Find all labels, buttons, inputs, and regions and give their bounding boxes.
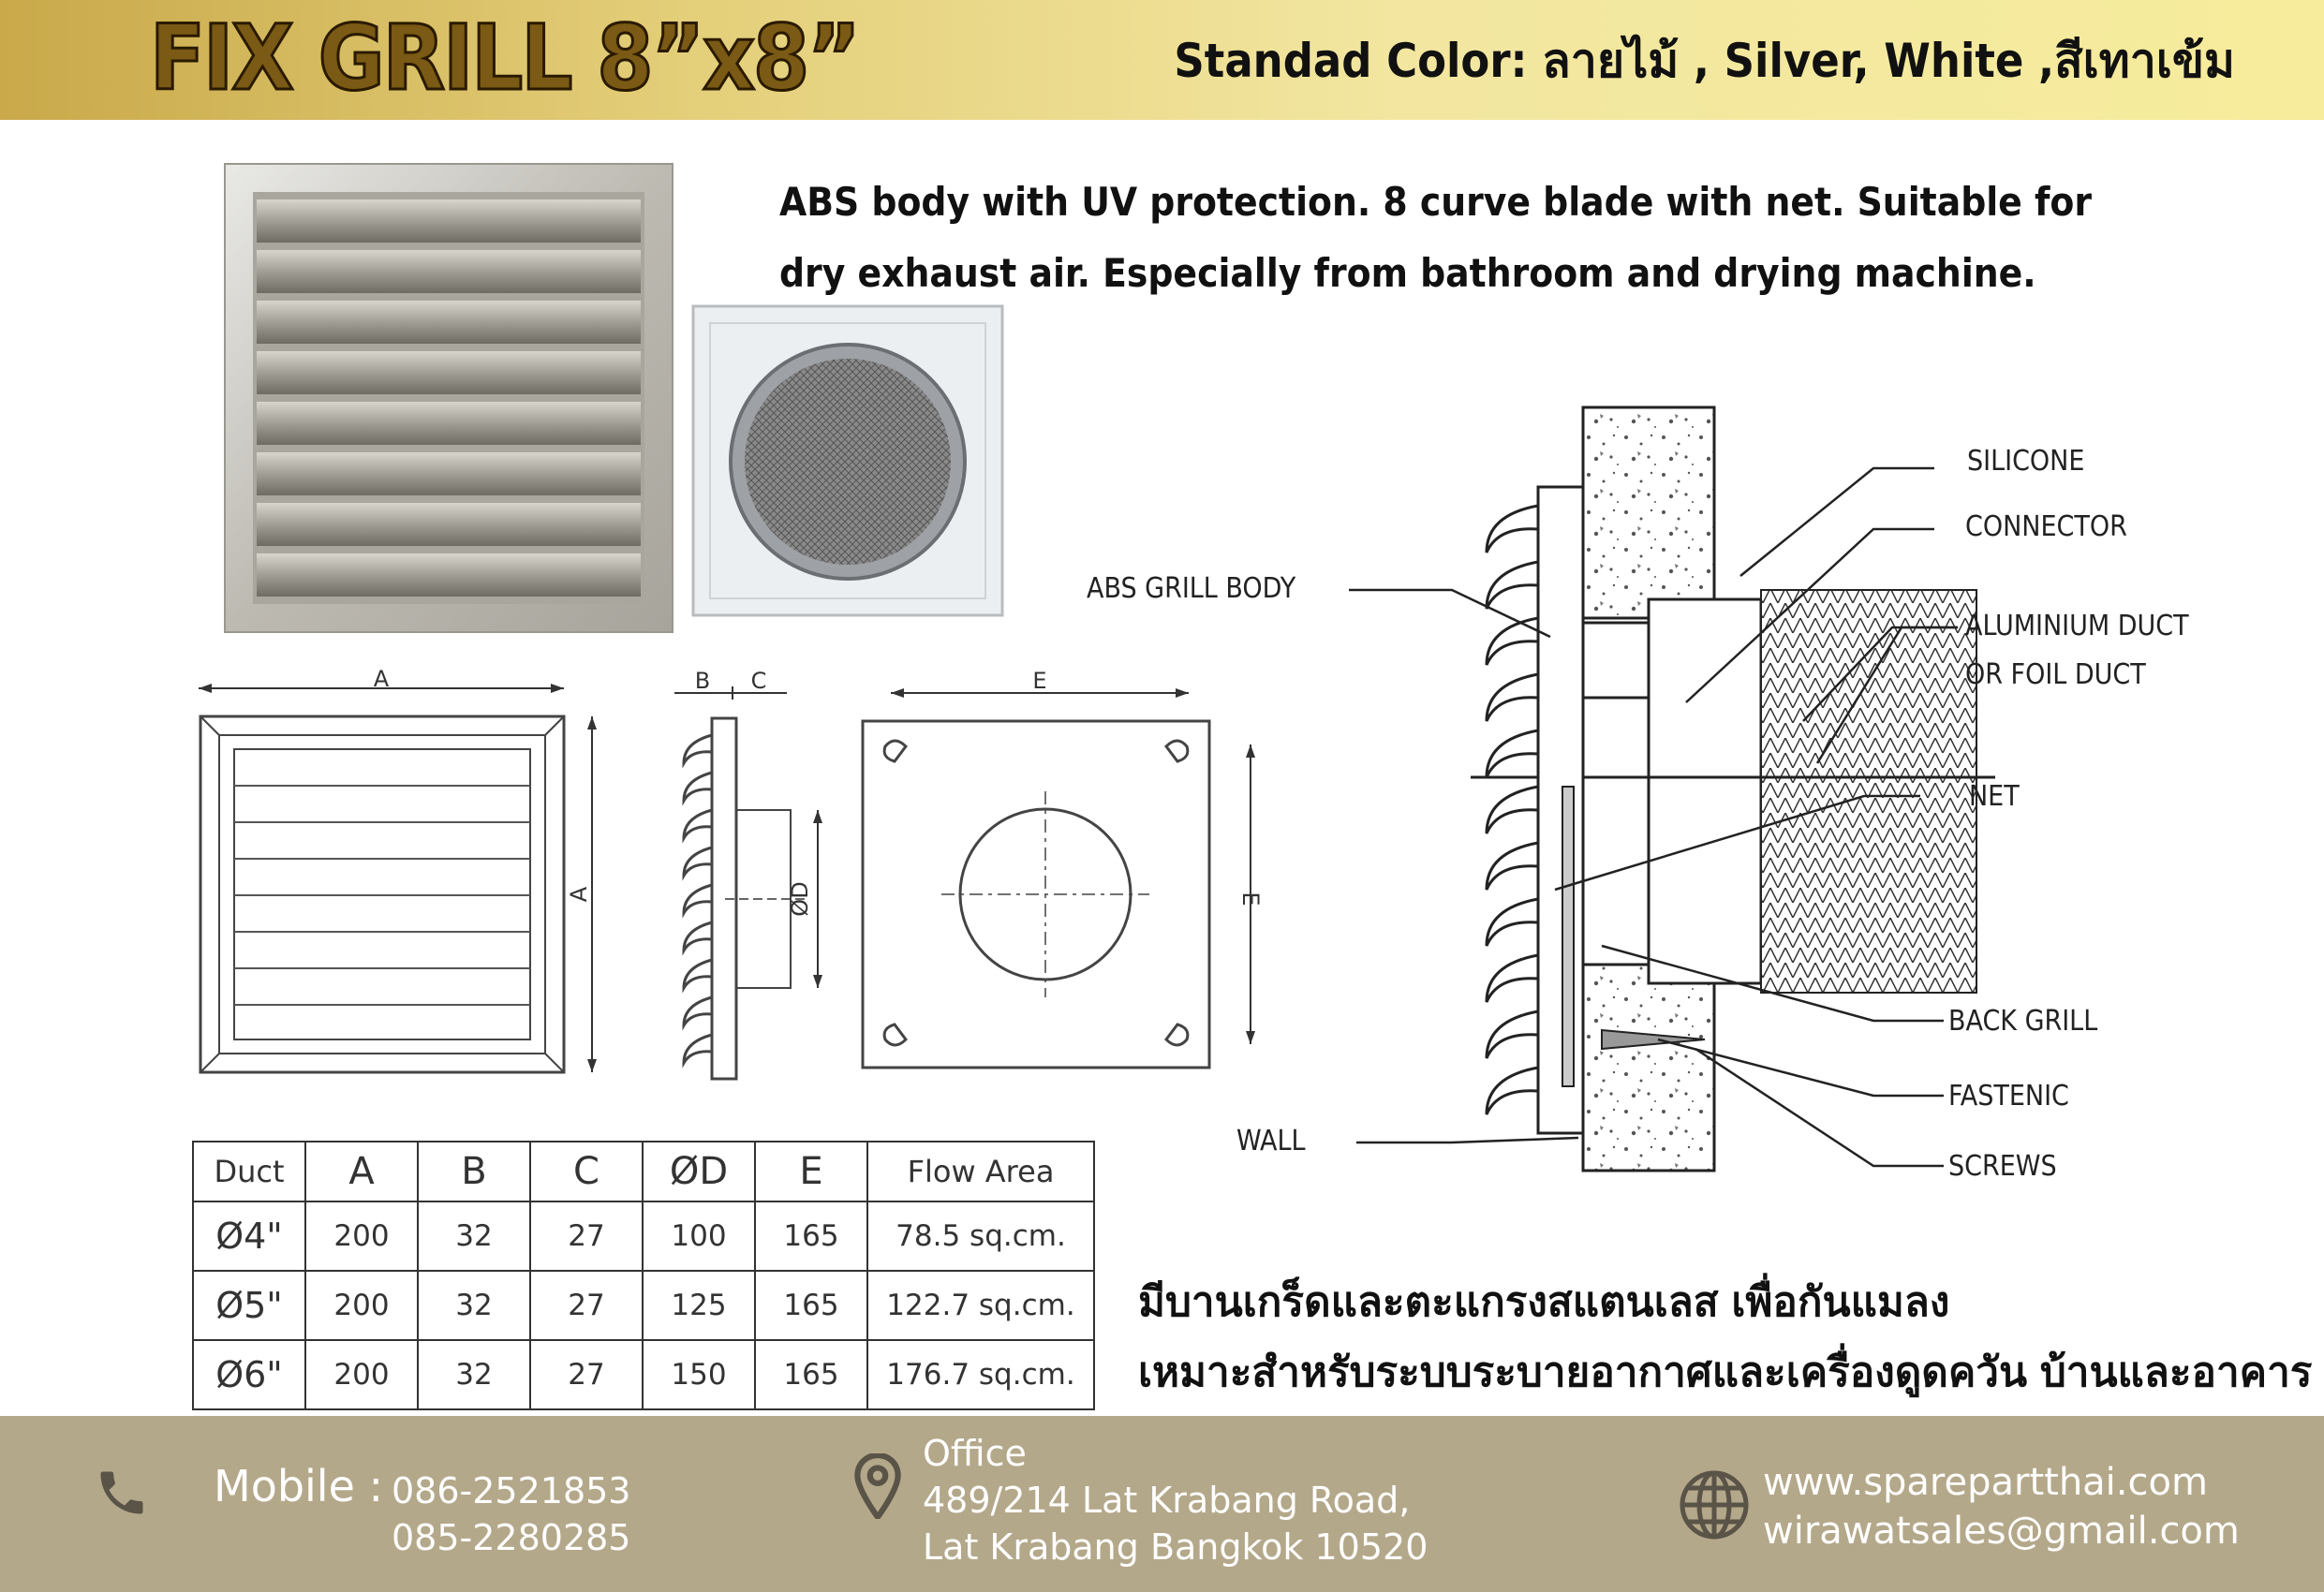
header-e: E	[755, 1142, 867, 1201]
section-blade	[1487, 1011, 1538, 1058]
grill-blade	[257, 503, 641, 546]
section-blade	[1487, 899, 1538, 946]
grill-blade	[257, 351, 641, 394]
side-blade	[684, 922, 712, 951]
spec-table	[192, 1141, 1095, 1410]
cell-flow-area: 78.5 sq.cm.	[867, 1201, 1094, 1271]
dim-label-a-top: A	[373, 670, 390, 692]
description-line-2: dry exhaust air. Especially from bathroom and drying machine.	[779, 250, 2036, 296]
cell-b: 32	[418, 1201, 530, 1271]
grill-blade	[257, 553, 641, 597]
spec-table-header-row	[193, 1142, 1094, 1201]
cell-flow-area: 122.7 sq.cm.	[867, 1271, 1094, 1340]
side-blade	[684, 848, 712, 876]
thai-feature-line-1: มีบานเกร็ดและตะแกรงสแตนเลส เพื่อกันแมลง	[1138, 1278, 1950, 1326]
phone-number-2: 085-2280285	[392, 1517, 631, 1558]
product-description	[779, 167, 2109, 309]
label-connector: CONNECTOR	[1965, 510, 2127, 543]
side-blade	[684, 810, 712, 838]
footer-contact-band	[0, 1416, 2324, 1592]
location-pin-icon	[854, 1453, 901, 1519]
globe-icon	[1677, 1467, 1752, 1542]
product-title: FIX GRILL 8”x8”	[150, 6, 859, 111]
cell-d: 150	[643, 1340, 755, 1409]
cell-flow-area: 176.7 sq.cm.	[867, 1340, 1094, 1409]
cell-c: 27	[530, 1271, 643, 1340]
section-blade	[1487, 787, 1538, 833]
dim-label-e-top: E	[1032, 670, 1047, 694]
address-line-2: Lat Krabang Bangkok 10520	[923, 1526, 1428, 1568]
table-row	[193, 1271, 1094, 1340]
cell-duct: Ø5"	[193, 1271, 305, 1340]
header-b: B	[418, 1142, 530, 1201]
cell-e: 165	[755, 1201, 867, 1271]
label-abs-grill-body: ABS GRILL BODY	[1087, 572, 1296, 605]
section-blade	[1487, 843, 1538, 890]
table-row	[193, 1201, 1094, 1271]
side-blade	[684, 960, 712, 988]
section-blade	[1487, 618, 1538, 665]
cell-a: 200	[305, 1201, 418, 1271]
cell-duct: Ø6"	[193, 1340, 305, 1409]
grill-blade	[257, 402, 641, 445]
cell-duct: Ø4"	[193, 1201, 305, 1271]
cell-e: 165	[755, 1271, 867, 1340]
side-blade	[684, 885, 712, 913]
email-link[interactable]: wirawatsales@gmail.com	[1763, 1510, 2240, 1553]
label-aluminium-duct: ALUMINIUM DUCT	[1965, 610, 2189, 642]
installation-diagram	[1058, 393, 2276, 1199]
dim-label-d: ØD	[787, 881, 813, 917]
label-foil-duct: OR FOIL DUCT	[1965, 658, 2146, 691]
dim-label-b: B	[694, 670, 711, 694]
label-silicone: SILICONE	[1967, 445, 2085, 478]
cell-e: 165	[755, 1340, 867, 1409]
section-blade	[1487, 730, 1538, 777]
section-blade	[1487, 1068, 1538, 1114]
header-flow-area: Flow Area	[867, 1142, 1094, 1201]
side-blade	[684, 773, 712, 801]
dim-label-e-side: E	[1237, 892, 1264, 907]
cell-b: 32	[418, 1271, 530, 1340]
header-duct: Duct	[193, 1142, 305, 1201]
label-wall: WALL	[1236, 1125, 1306, 1157]
side-blade	[684, 997, 712, 1025]
side-blade	[684, 1035, 712, 1063]
cell-b: 32	[418, 1340, 530, 1409]
office-label: Office	[923, 1433, 1027, 1474]
table-row	[193, 1340, 1094, 1409]
phone-icon	[94, 1465, 150, 1521]
phone-number-1: 086-2521853	[392, 1470, 631, 1511]
side-blade	[684, 735, 712, 763]
side-view-drawing	[665, 670, 834, 1086]
dim-label-a-side: A	[566, 886, 592, 903]
grill-blade	[257, 452, 641, 495]
cell-a: 200	[305, 1340, 418, 1409]
section-blade	[1487, 955, 1538, 1002]
section-blade	[1487, 506, 1538, 553]
grill-blade	[257, 250, 641, 293]
dim-label-c: C	[750, 670, 767, 694]
address-line-1: 489/214 Lat Krabang Road,	[923, 1480, 1411, 1521]
label-screws: SCREWS	[1948, 1150, 2057, 1183]
cell-a: 200	[305, 1271, 418, 1340]
grill-blade	[257, 199, 641, 243]
cell-d: 125	[643, 1271, 755, 1340]
standard-color-text: Standad Color: ลายไม้ , Silver, White ,สีเทาเข้ม	[1174, 34, 2235, 88]
front-view-drawing	[187, 670, 618, 1086]
label-back-grill: BACK GRILL	[1948, 1005, 2098, 1038]
grill-blade	[257, 301, 641, 344]
cell-d: 100	[643, 1201, 755, 1271]
cell-c: 27	[530, 1201, 643, 1271]
thai-feature-line-2: เหมาะสำหรับระบบระบายอากาศและเครื่องดูดควัน บ้านและอาคาร	[1138, 1349, 2313, 1396]
label-net: NET	[1969, 780, 2020, 813]
section-blade	[1487, 674, 1538, 721]
label-fastenic: FASTENIC	[1948, 1080, 2069, 1113]
header-a: A	[305, 1142, 418, 1201]
mobile-label: Mobile :	[214, 1461, 384, 1511]
section-blade	[1487, 562, 1538, 609]
description-line-1: ABS body with UV protection. 8 curve blade with net. Suitable for	[779, 179, 2092, 225]
header-c: C	[530, 1142, 643, 1201]
header-banner	[0, 0, 2324, 120]
cell-c: 27	[530, 1340, 643, 1409]
header-d: ØD	[643, 1142, 755, 1201]
website-link[interactable]: www.sparepartthai.com	[1763, 1461, 2208, 1504]
